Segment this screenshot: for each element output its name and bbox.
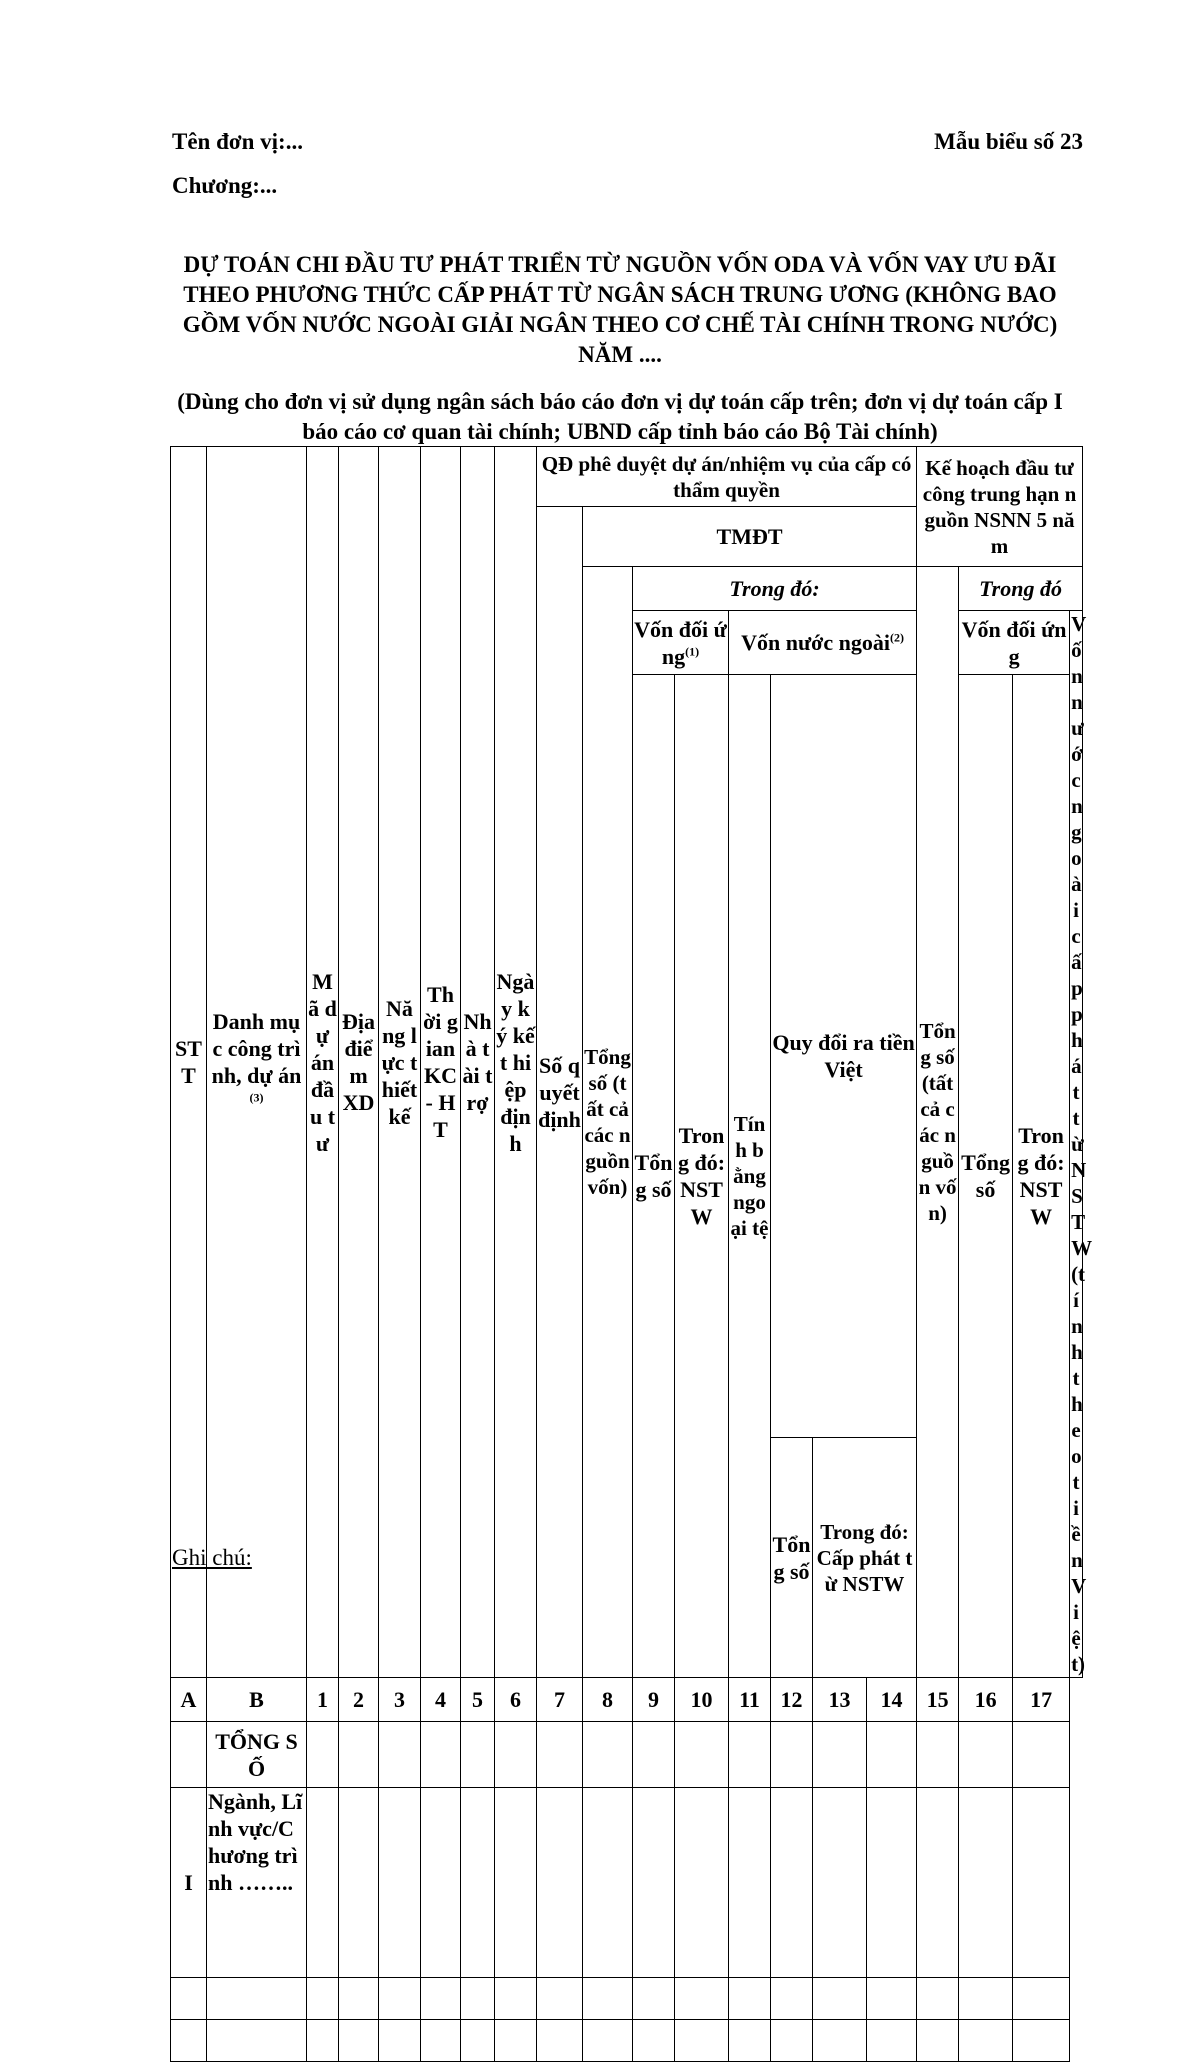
header-danh-muc: Danh mục công trình, dự $án^{(3)}$ (207, 447, 307, 1678)
index-cell: 14 (867, 1678, 917, 1722)
header-kh-von-doi-ung: Vốn đối ứng (959, 611, 1070, 675)
index-cell: 16 (959, 1678, 1013, 1722)
header-kh-dou-tong-so: Tổng số (959, 675, 1013, 1678)
unit-name-label: Tên đơn vị:... (172, 129, 303, 154)
index-cell: 13 (813, 1678, 867, 1722)
budget-estimate-table (170, 446, 1093, 2062)
header-kh-trong-do: Trong đó (959, 567, 1083, 611)
empty-row (171, 2020, 1083, 2062)
index-cell: 17 (1013, 1678, 1070, 1722)
index-cell: 11 (729, 1678, 771, 1722)
index-row (171, 1678, 1083, 1722)
index-cell: 1 (307, 1678, 339, 1722)
index-cell: 12 (771, 1678, 813, 1722)
header-quy-doi: Quy đổi ra tiền Việt (771, 675, 917, 1438)
index-cell: 7 (537, 1678, 583, 1722)
header-group-ke-hoach: Kế hoạch đầu tư công trung hạn nguồn NSNN 5 năm (917, 447, 1083, 567)
header-tmdt-trong-do: Trong đó: (633, 567, 917, 611)
header-dou-tong-so: Tổng số (633, 675, 675, 1678)
section-i-label: Ngành, Lĩnh vực/Chương trình …….. (207, 1788, 307, 1978)
chapter-label: Chương:... (172, 173, 278, 198)
index-cell: 5 (461, 1678, 495, 1722)
index-cell: 15 (917, 1678, 959, 1722)
index-cell: 8 (583, 1678, 633, 1722)
header-tmdt: TMĐT (583, 507, 917, 567)
header-von-nuoc-ngoai: Vốn nước ngoài$^{(2)}$ (729, 611, 917, 675)
section-i-stt: I (171, 1788, 207, 1978)
document-subtitle: (Dùng cho đơn vị sử dụng ngân sách báo cáo đơn vị dự toán cấp trên; đơn vị dự toán cấp I báo cáo cơ quan tài chính; UBND cấp tỉnh báo cáo Bộ Tài chính) (177, 389, 1063, 444)
header-dia-diem: Địa điểm XD (339, 447, 379, 1678)
header-quy-doi-cap-phat: Trong đó: Cấp phát từ NSTW (813, 1438, 917, 1678)
document-title: DỰ TOÁN CHI ĐẦU TƯ PHÁT TRIỂN TỪ NGUỒN VỐN ODA VÀ VỐN VAY ƯU ĐÃI THEO PHƯƠNG THỨC CẤP PHÁT TỪ NGÂN SÁCH TRUNG ƯƠNG (KHÔNG BAO GỒM VỐN NƯỚC NGOÀI GIẢI NGÂN THEO CƠ CHẾ TÀI CHÍNH TRONG NƯỚC) NĂM .... (182, 252, 1058, 367)
index-cell: 2 (339, 1678, 379, 1722)
header-kh-von-nuoc-ngoai: Vốn nước ngoài cấp phát từ NSTW (tính theo tiền Việt) (1071, 612, 1093, 1676)
index-cell: 10 (675, 1678, 729, 1722)
header-ngoai-te: Tính bằng ngoại tệ (729, 675, 771, 1678)
header-dou-nstw: Trong đó: NSTW (675, 675, 729, 1678)
total-label: TỔNG SỐ (207, 1722, 307, 1788)
index-cell: 6 (495, 1678, 537, 1722)
header-tmdt-tong-so: Tổng số (tất cả các nguồn vốn) (583, 567, 633, 1678)
total-row (171, 1722, 1083, 1788)
section-i-row (171, 1788, 1083, 1978)
header-so-qd: Số quyết định (537, 507, 583, 1678)
header-von-doi-ung: Vốn đối ứng$^{(1)}$ (633, 611, 729, 675)
header-stt: STT (171, 447, 207, 1678)
index-cell: A (171, 1678, 207, 1722)
index-cell: B (207, 1678, 307, 1722)
header-ngay-ky: Ngày ký kết hiệp định (495, 447, 537, 1678)
index-cell: 9 (633, 1678, 675, 1722)
header-group-qd: QĐ phê duyệt dự án/nhiệm vụ của cấp có thẩm quyền (537, 447, 917, 507)
index-cell: 3 (379, 1678, 421, 1722)
note-label: Ghi chú: (172, 1545, 252, 1570)
index-cell: 4 (421, 1678, 461, 1722)
header-nang-luc: Năng lực thiết kế (379, 447, 421, 1678)
form-number: Mẫu biểu số 23 (934, 129, 1083, 154)
empty-row (171, 1978, 1083, 2020)
header-nha-tai-tro: Nhà tài trợ (461, 447, 495, 1678)
header-thoi-gian: Thời gian KC - HT (421, 447, 461, 1678)
header-quy-doi-tong-so: Tổng số (771, 1438, 813, 1678)
header-ma-du-an: Mã dự án đầu tư (307, 447, 339, 1678)
header-kh-tong-so: Tổng số (tất cả các nguồn vốn) (917, 567, 959, 1678)
header-kh-dou-nstw: Trong đó: NSTW (1013, 675, 1070, 1678)
